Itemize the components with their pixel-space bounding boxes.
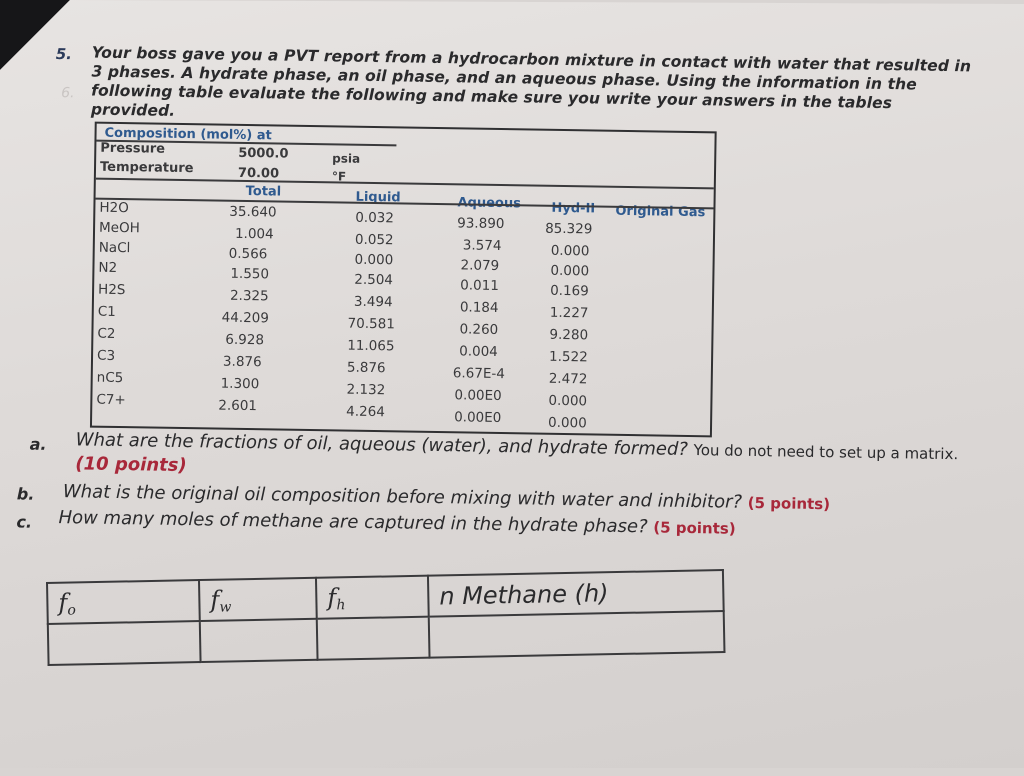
cell-total: 2.325 [229,287,269,305]
cell-aqueous: 0.00E0 [454,387,502,405]
question-number: 5. [55,44,73,64]
cell-liquid: 0.032 [355,209,395,227]
subq-b-text: What is the original oil composition before mixing with water and inhibitor? [62,481,743,513]
component-label: H2S [97,281,126,299]
component-label: NaCl [98,239,131,257]
temperature-value: 70.00 [237,165,280,182]
temperature-label: Temperature [99,159,194,177]
col-header-aqueous: Aqueous [457,195,522,212]
col-header-total: Total [245,183,282,200]
cell-hyd: 1.227 [549,304,589,322]
cell-total: 1.550 [230,265,270,283]
cell-hyd: 85.329 [544,220,593,238]
cell-hyd: 0.000 [550,242,590,260]
cell-liquid: 4.264 [346,403,386,421]
subq-b-points: (5 points) [747,493,831,514]
col-header-liquid: Liquid [355,189,401,206]
subq-b-letter: b. [16,484,35,504]
cell-total: 35.640 [229,203,277,221]
cell-total: 0.566 [228,245,268,263]
header-fw: fw [199,578,317,621]
component-label: C1 [97,303,116,320]
cell-liquid: 2.132 [346,381,386,399]
ghost-number: 6. [61,85,75,102]
answer-table [46,569,725,666]
cell-liquid: 5.876 [346,359,386,377]
cell-total: 6.928 [225,331,265,349]
cell-aqueous: 0.004 [459,343,498,360]
component-label: C2 [97,325,116,342]
cell-aqueous: 0.011 [460,277,500,294]
pressure-label: Pressure [100,140,166,157]
cell-aqueous: 6.67E-4 [452,365,506,383]
cell-liquid: 70.581 [347,315,395,333]
question-text: Your boss gave you a PVT report from a hydrocarbon mixture in contact with water that resulted in 3 phases. A hydrate phase, an oil phase, and an aqueous phase. Using the information in the following table evaluate the following and make sure you write your answers in the tables provided. [90,43,972,120]
cell-aqueous: 3.574 [462,237,502,255]
header-fh: fh [316,576,429,619]
component-label: nC5 [96,369,124,387]
component-label: C7+ [96,391,126,409]
subq-c-letter: c. [16,512,33,532]
subq-a-points-line [75,453,187,476]
cell-aqueous: 0.260 [459,321,499,338]
subq-a-points: (10 points) [75,453,187,477]
subq-a-letter: a. [29,434,47,454]
cell-liquid: 3.494 [353,293,393,311]
cell-total: 44.209 [221,309,270,327]
cell-aqueous: 93.890 [457,215,505,233]
cell-liquid: 0.000 [354,251,394,269]
col-header-hyd: Hyd-II [551,200,596,217]
cell-hyd: 0.000 [547,414,587,432]
component-label: C3 [96,347,116,364]
pvt-table [90,122,717,438]
cell-total: 1.004 [234,225,274,243]
pressure-unit: psia [332,151,361,166]
component-label: MeOH [98,219,140,237]
cell-hyd: 2.472 [548,370,588,388]
header-n-methane: n Methane (h) [428,570,724,617]
cell-aqueous: 0.184 [459,299,499,316]
cell-total: 2.601 [218,397,258,415]
header-fo: fo [47,580,200,624]
pressure-value: 5000.0 [238,145,289,162]
cell-liquid: 11.065 [347,337,395,355]
cell-hyd: 9.280 [549,326,589,344]
answer-fh-cell[interactable] [317,617,430,660]
col-header-original-gas: Original Gas [615,203,706,221]
cell-hyd: 0.000 [548,392,588,410]
subq-c-points: (5 points) [653,518,736,538]
cell-hyd: 0.169 [550,282,589,300]
component-label: N2 [98,259,118,276]
cell-liquid: 2.504 [354,271,394,289]
cell-hyd: 1.522 [548,348,588,366]
component-label: H2O [99,199,129,217]
subq-a-tail: You do not need to set up a matrix. [693,441,959,464]
cell-liquid: 0.052 [354,231,394,249]
cell-hyd: 0.000 [550,262,590,280]
pvt-table-title: Composition (mol%) at [104,125,272,144]
temperature-unit: °F [331,169,347,184]
cell-total: 1.300 [220,375,260,393]
cell-aqueous: 0.00E0 [454,409,502,427]
cell-total: 3.876 [222,353,262,371]
subq-c-text: How many moles of methane are captured in the hydrate phase? [58,507,648,538]
answer-fw-cell[interactable] [200,619,318,662]
cell-aqueous: 2.079 [460,257,500,274]
subq-a-text: What are the fractions of oil, aqueous (water), and hydrate formed? [75,429,689,460]
answer-fo-cell[interactable] [48,621,201,665]
answer-n-methane-cell[interactable] [429,611,725,658]
